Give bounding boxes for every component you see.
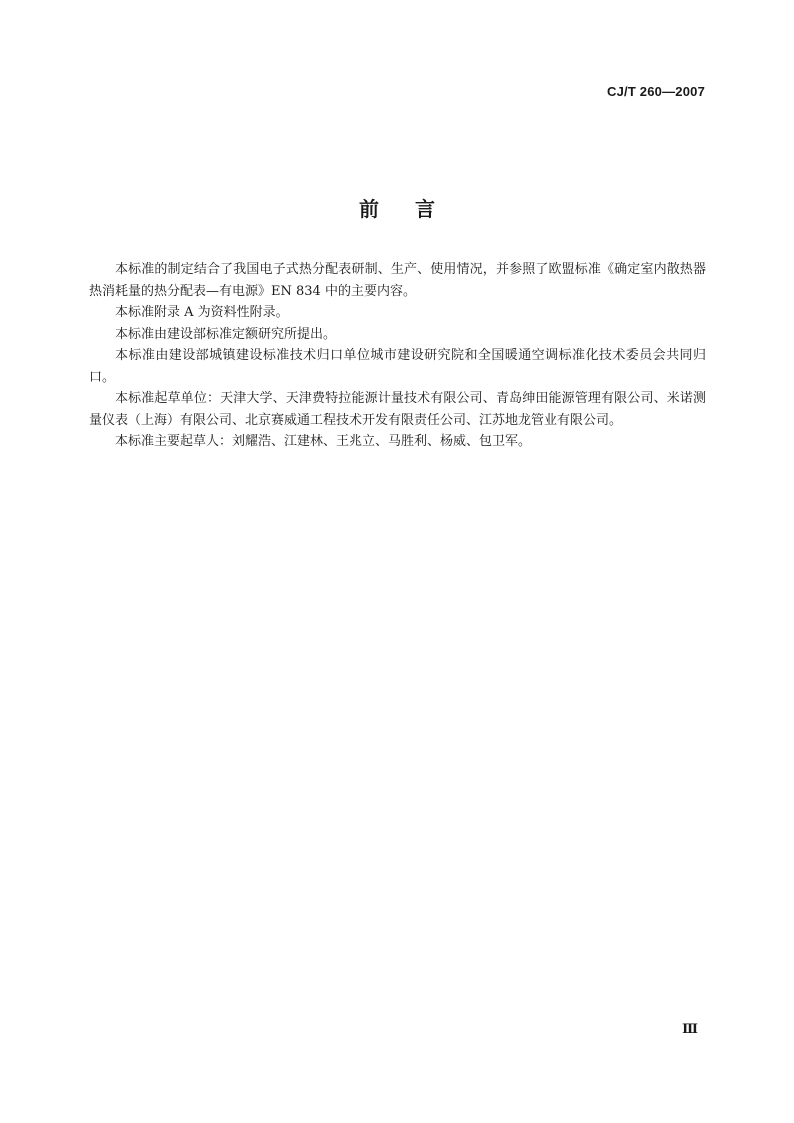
standard-number: CJ/T 260—2007: [607, 84, 705, 99]
paragraph-scope: 本标准的制定结合了我国电子式热分配表研制、生产、使用情况，并参照了欧盟标准《确定室内散热器热消耗量的热分配表—有电源》EN 834 中的主要内容。: [89, 262, 706, 299]
foreword-body: [89, 259, 706, 453]
paragraph-proposer: 本标准由建设部标准定额研究所提出。: [115, 326, 337, 342]
page-title: 前言: [359, 197, 471, 221]
page-number: Ⅲ: [682, 1022, 698, 1037]
paragraph-management: 本标准由建设部城镇建设标准技术归口单位城市建设研究院和全国暖通空调标准化技术委员会共同归口。: [89, 348, 706, 385]
paragraph-drafters: 本标准主要起草人：刘耀浩、江建林、王兆立、马胜利、杨威、包卫军。: [115, 434, 532, 449]
paragraph-drafting-units: 本标准起草单位：天津大学、天津费特拉能源计量技术有限公司、青岛绅田能源管理有限公司、米诺测量仪表（上海）有限公司、北京赛威通工程技术开发有限责任公司、江苏地龙管业有限公司。: [89, 391, 706, 428]
paragraph-appendix: 本标准附录 A 为资料性附录。: [115, 305, 289, 320]
